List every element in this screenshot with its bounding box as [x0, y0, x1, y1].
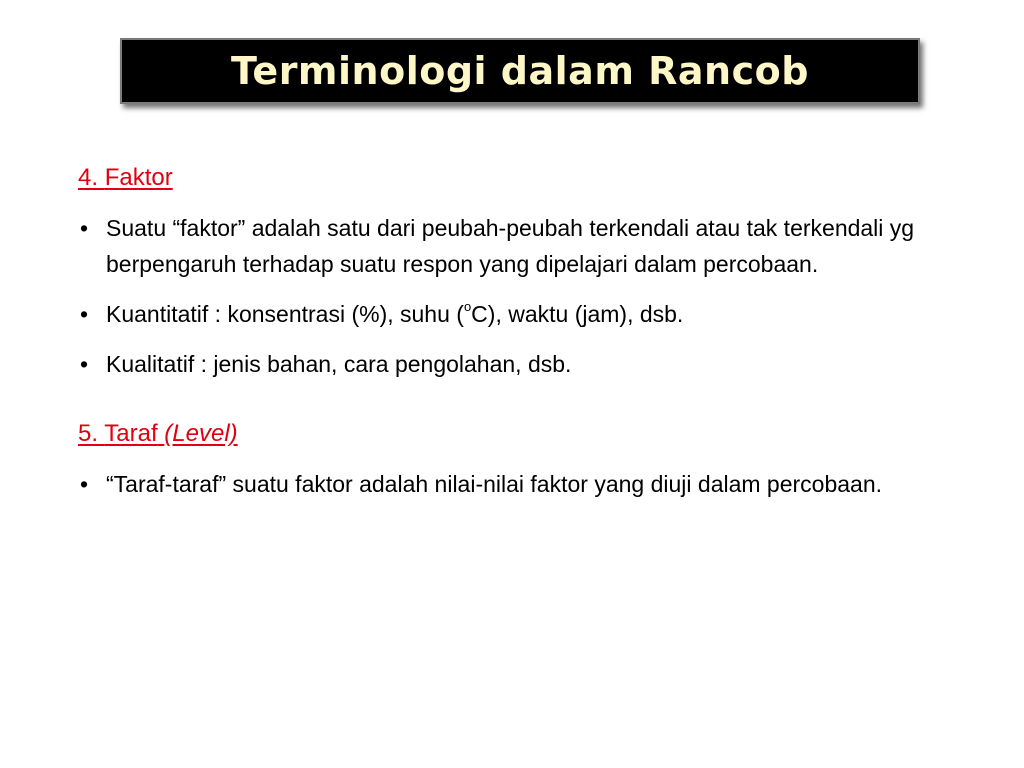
bullet-item: • “Taraf-taraf” suatu faktor adalah nilai-nilai faktor yang diuji dalam percobaan. [78, 466, 958, 502]
bullet-list [78, 210, 958, 382]
section-heading-faktor [78, 160, 958, 196]
degree-superscript: o [463, 299, 472, 315]
bullet-item: • Kualitatif : jenis bahan, cara pengolahan, dsb. [78, 346, 958, 382]
section-title-italic: (Level) [164, 420, 238, 447]
section-title: Faktor [104, 164, 173, 191]
slide-content [78, 160, 958, 502]
section-heading-taraf [78, 416, 958, 452]
slide-title: Terminologi dalam Rancob [231, 49, 809, 93]
section-number: 4. [78, 164, 99, 191]
section-number: 5. [78, 420, 99, 447]
title-banner [120, 38, 920, 104]
bullet-list [78, 466, 958, 502]
bullet-item: • Suatu “faktor” adalah satu dari peubah-peubah terkendali atau tak terkendali yg berpengaruh terhadap suatu respon yang dipelajari dalam percobaan. [78, 210, 958, 282]
section-title: Taraf [104, 420, 158, 447]
bullet-text: Kuantitatif : konsentrasi (%), suhu ( [106, 301, 464, 327]
bullet-item [78, 296, 958, 332]
bullet-text-tail: C), waktu (jam), dsb. [471, 301, 684, 327]
section-taraf [78, 416, 958, 502]
section-faktor [78, 160, 958, 382]
